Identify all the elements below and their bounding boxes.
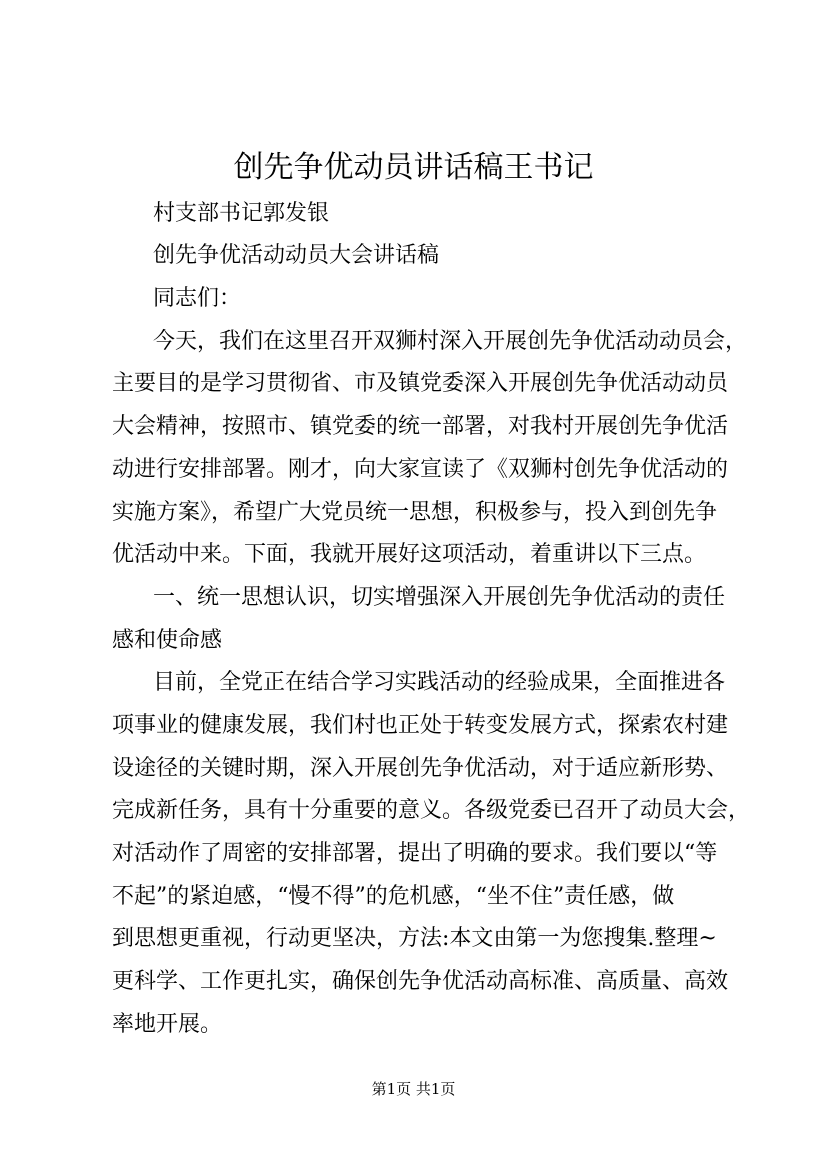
body-line: 不起”的紧迫感，“慢不得”的危机感，“坐不住”责任感，做 bbox=[112, 884, 675, 909]
body-line: 对活动作了周密的安排部署，提出了明确的要求。我们要以“等 bbox=[112, 841, 718, 866]
author-line: 村支部书记郭发银 bbox=[153, 201, 330, 226]
body-line: 今天，我们在这里召开双狮村深入开展创先争优活动动员会， bbox=[153, 329, 748, 354]
section-heading-line: 一、统一思想认识，切实增强深入开展创先争优活动的责任 bbox=[153, 585, 726, 610]
body-line: 优活动中来。下面，我就开展好这项活动，着重讲以下三点。 bbox=[112, 542, 707, 567]
body-line: 项事业的健康发展，我们村也正处于转变发展方式，探索农村建 bbox=[112, 713, 729, 738]
page-footer: 第1页 共1页 bbox=[371, 1080, 456, 1098]
body-line: 实施方案》，希望广大党员统一思想，积极参与，投入到创先争 bbox=[112, 500, 718, 525]
body-line: 完成新任务，具有十分重要的意义。各级党委已召开了动员大会， bbox=[112, 798, 751, 823]
body-line: 主要目的是学习贯彻省、市及镇党委深入开展创先争优活动动员 bbox=[112, 371, 729, 396]
body-line: 目前，全党正在结合学习实践活动的经验成果，全面推进各 bbox=[153, 670, 726, 695]
body-line: 设途径的关键时期，深入开展创先争优活动，对于适应新形势、 bbox=[112, 756, 729, 781]
body-line: 大会精神，按照市、镇党委的统一部署，对我村开展创先争优活 bbox=[112, 414, 729, 439]
document-title: 创先争优动员讲话稿王书记 bbox=[233, 150, 594, 185]
body-line: 率地开展。 bbox=[112, 1012, 223, 1037]
section-heading-line: 感和使命感 bbox=[112, 628, 223, 653]
body-line: 到思想更重视，行动更坚决，方法:本文由第一为您搜集.整理~ bbox=[112, 926, 717, 951]
body-line: 更科学、工作更扎实，确保创先争优活动高标准、高质量、高效 bbox=[112, 969, 729, 994]
salutation-line: 同志们： bbox=[153, 286, 242, 311]
subtitle-line: 创先争优活动动员大会讲话稿 bbox=[153, 243, 440, 268]
body-line: 动进行安排部署。刚才，向大家宣读了《双狮村创先争优活动的 bbox=[112, 457, 729, 482]
